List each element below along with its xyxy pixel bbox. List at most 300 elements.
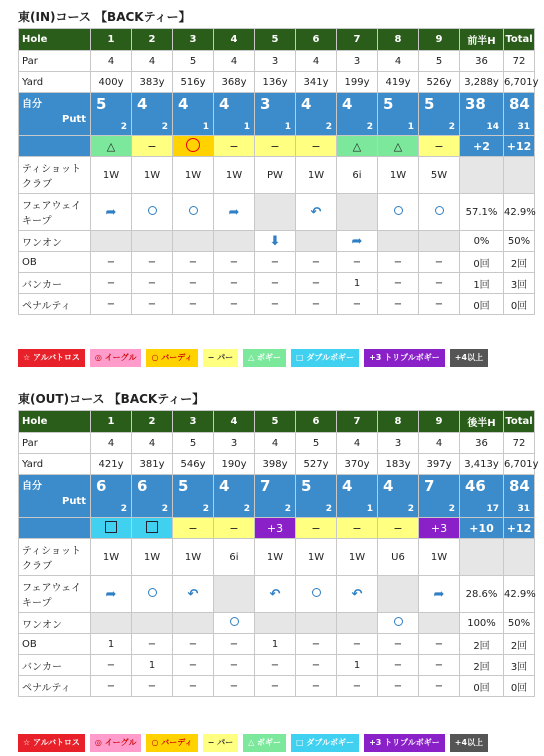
strokes: 7 xyxy=(424,477,435,495)
fw-cell xyxy=(214,194,255,231)
par-cell: 5 xyxy=(173,51,214,72)
row-label: ティショット クラブ xyxy=(19,539,91,576)
putts: 2 xyxy=(448,122,455,132)
strokes: 5 xyxy=(424,95,435,113)
bunker-cell: − xyxy=(255,273,296,294)
result-text: − xyxy=(147,139,157,153)
penalty-row xyxy=(19,676,535,697)
par-cell: 4 xyxy=(296,51,337,72)
result-text: +12 xyxy=(506,139,532,153)
ob-cell: − xyxy=(91,252,132,273)
yard-cell: 341y xyxy=(296,72,337,93)
legend-item: − パー xyxy=(203,349,239,367)
score-cell xyxy=(132,93,173,136)
arrow-left-icon: ↶ xyxy=(187,586,199,602)
gir-cell xyxy=(255,613,296,634)
result-text: +2 xyxy=(473,139,490,153)
strokes: 5 xyxy=(178,477,189,495)
result-text: − xyxy=(434,139,444,153)
score-label xyxy=(19,475,91,518)
gir-cell xyxy=(337,613,378,634)
par-cell: 5 xyxy=(173,433,214,454)
bunker-cell: − xyxy=(214,273,255,294)
tee-club-row xyxy=(19,157,535,194)
result-label xyxy=(19,136,91,157)
bunker-cell: − xyxy=(419,273,460,294)
course-title: 東(OUT)コース 【BACKティー】 xyxy=(18,392,205,406)
gir-cell xyxy=(132,231,173,252)
penalty-cell: 0回 xyxy=(460,676,504,697)
score-cell xyxy=(296,93,337,136)
par-cell: 4 xyxy=(91,51,132,72)
header-cell: 1 xyxy=(91,411,132,433)
header-cell: 5 xyxy=(255,411,296,433)
bunker-cell: − xyxy=(419,655,460,676)
header-cell: 8 xyxy=(378,29,419,51)
tee-club-cell xyxy=(504,157,535,194)
ob-cell: − xyxy=(296,252,337,273)
legend-item: ◎ イーグル xyxy=(90,349,142,367)
fw-cell xyxy=(91,194,132,231)
yard-cell: 526y xyxy=(419,72,460,93)
result-cell xyxy=(214,518,255,539)
yard-cell: 6,701y xyxy=(504,454,535,475)
fw-cell: 28.6% xyxy=(460,576,504,613)
result-text: +12 xyxy=(506,521,532,535)
par-cell: 36 xyxy=(460,433,504,454)
arrow-right-icon: ➦ xyxy=(433,586,445,602)
ob-cell: 2回 xyxy=(504,252,535,273)
putts: 2 xyxy=(202,504,209,514)
legend-item: +3 トリプルボギー xyxy=(364,734,445,752)
yard-cell: 419y xyxy=(378,72,419,93)
score-cell xyxy=(460,93,504,136)
header-cell: 4 xyxy=(214,411,255,433)
putts: 2 xyxy=(448,504,455,514)
out-course-section xyxy=(18,388,539,697)
strokes: 5 xyxy=(383,95,394,113)
penalty-cell: − xyxy=(337,294,378,315)
gir-cell xyxy=(255,231,296,252)
bunker-cell: 3回 xyxy=(504,273,535,294)
bunker-cell: − xyxy=(378,273,419,294)
result-cell xyxy=(504,136,535,157)
ob-cell: 2回 xyxy=(460,634,504,655)
fw-cell xyxy=(337,194,378,231)
legend-item: △ ボギー xyxy=(243,734,286,752)
bunker-cell: 1回 xyxy=(460,273,504,294)
yard-row xyxy=(19,72,535,93)
ob-cell: − xyxy=(173,252,214,273)
hole-header-row xyxy=(19,411,535,433)
bunker-cell: 3回 xyxy=(504,655,535,676)
putts: 2 xyxy=(325,504,332,514)
result-cell xyxy=(378,136,419,157)
tee-club-cell: 1W xyxy=(132,157,173,194)
fw-cell xyxy=(91,576,132,613)
bunker-cell: − xyxy=(296,655,337,676)
ob-cell: − xyxy=(296,634,337,655)
score-cell xyxy=(214,475,255,518)
row-label: フェアウェイ キープ xyxy=(19,576,91,613)
tee-club-cell: 1W xyxy=(255,539,296,576)
putts: 2 xyxy=(284,504,291,514)
bunker-cell: − xyxy=(132,273,173,294)
header-cell: Hole xyxy=(19,411,91,433)
result-cell xyxy=(337,136,378,157)
yard-cell: 368y xyxy=(214,72,255,93)
putt-label: Putt xyxy=(61,114,86,125)
strokes: 4 xyxy=(137,95,148,113)
par-cell: 4 xyxy=(337,433,378,454)
result-cell xyxy=(460,136,504,157)
result-row xyxy=(19,136,535,157)
tee-club-cell: 1W xyxy=(91,539,132,576)
strokes: 4 xyxy=(383,477,394,495)
fw-cell xyxy=(337,576,378,613)
result-cell xyxy=(132,136,173,157)
fairway-row xyxy=(19,576,535,613)
gir-cell: 50% xyxy=(504,613,535,634)
yard-cell: 370y xyxy=(337,454,378,475)
legend-item: +3 トリプルボギー xyxy=(364,349,445,367)
gir-cell: 100% xyxy=(460,613,504,634)
double-circle-icon xyxy=(148,588,157,597)
tee-club-cell: 6i xyxy=(337,157,378,194)
header-cell: 1 xyxy=(91,29,132,51)
legend-in xyxy=(18,349,488,367)
putts: 31 xyxy=(517,122,530,132)
double-circle-icon xyxy=(148,206,157,215)
result-cell xyxy=(296,518,337,539)
penalty-cell: − xyxy=(337,676,378,697)
par-cell: 72 xyxy=(504,51,535,72)
bunker-cell: − xyxy=(378,655,419,676)
strokes: 5 xyxy=(301,477,312,495)
penalty-cell: − xyxy=(173,294,214,315)
tee-club-row xyxy=(19,539,535,576)
putts: 2 xyxy=(407,504,414,514)
result-text: − xyxy=(311,139,321,153)
strokes: 84 xyxy=(509,95,530,113)
result-text: − xyxy=(188,521,198,535)
result-cell xyxy=(173,518,214,539)
score-row xyxy=(19,93,535,136)
result-cell xyxy=(91,136,132,157)
score-label xyxy=(19,93,91,136)
strokes: 4 xyxy=(301,95,312,113)
result-cell xyxy=(132,518,173,539)
par-cell: 3 xyxy=(255,51,296,72)
row-label: ティショット クラブ xyxy=(19,157,91,194)
yard-cell: 381y xyxy=(132,454,173,475)
result-text: − xyxy=(270,139,280,153)
header-cell: 4 xyxy=(214,29,255,51)
arrow-right-icon: ➦ xyxy=(228,204,240,220)
strokes: 4 xyxy=(219,95,230,113)
fw-cell: 42.9% xyxy=(504,576,535,613)
score-cell xyxy=(91,93,132,136)
legend-item: □ ダブルボギー xyxy=(291,734,359,752)
score-cell xyxy=(337,93,378,136)
putts: 14 xyxy=(486,122,499,132)
putts: 1 xyxy=(407,122,414,132)
ob-cell: − xyxy=(214,252,255,273)
par-cell: 3 xyxy=(378,433,419,454)
par-cell: 4 xyxy=(255,433,296,454)
penalty-cell: − xyxy=(91,294,132,315)
putts: 1 xyxy=(366,504,373,514)
result-text: +3 xyxy=(266,521,284,535)
penalty-cell: − xyxy=(132,676,173,697)
penalty-cell: − xyxy=(91,676,132,697)
result-label xyxy=(19,518,91,539)
putts: 1 xyxy=(284,122,291,132)
ob-cell: − xyxy=(214,634,255,655)
fw-cell xyxy=(296,194,337,231)
yard-cell: 190y xyxy=(214,454,255,475)
double-circle-icon xyxy=(312,588,321,597)
fw-cell xyxy=(214,576,255,613)
ob-cell: − xyxy=(337,634,378,655)
scorecard-table xyxy=(18,410,539,697)
result-cell xyxy=(255,518,296,539)
row-label: ワンオン xyxy=(19,613,91,634)
tee-club-cell: 1W xyxy=(214,157,255,194)
penalty-cell: 0回 xyxy=(460,294,504,315)
double-circle-icon xyxy=(189,206,198,215)
header-cell: 2 xyxy=(132,29,173,51)
putts: 2 xyxy=(366,122,373,132)
row-label: Yard xyxy=(19,72,91,93)
gir-cell xyxy=(419,613,460,634)
gir-cell xyxy=(378,231,419,252)
score-cell xyxy=(132,475,173,518)
row-label: OB xyxy=(19,252,91,273)
bunker-cell: 1 xyxy=(337,273,378,294)
strokes: 3 xyxy=(260,95,271,113)
result-text: − xyxy=(393,521,403,535)
result-row xyxy=(19,518,535,539)
putts: 17 xyxy=(486,504,499,514)
penalty-cell: − xyxy=(173,676,214,697)
arrow-right-icon: ➦ xyxy=(105,586,117,602)
result-text: − xyxy=(311,521,321,535)
result-text: △ xyxy=(352,139,362,153)
yard-cell: 516y xyxy=(173,72,214,93)
penalty-cell: − xyxy=(296,294,337,315)
ob-cell: 1 xyxy=(91,634,132,655)
gir-cell xyxy=(91,613,132,634)
par-cell: 4 xyxy=(132,51,173,72)
yard-cell: 136y xyxy=(255,72,296,93)
bunker-cell: − xyxy=(255,655,296,676)
fw-cell xyxy=(132,194,173,231)
row-label: ペナルティ xyxy=(19,294,91,315)
score-cell xyxy=(337,475,378,518)
par-cell: 4 xyxy=(419,433,460,454)
result-cell xyxy=(296,136,337,157)
par-row xyxy=(19,51,535,72)
result-cell xyxy=(419,518,460,539)
result-cell xyxy=(504,518,535,539)
score-cell xyxy=(378,93,419,136)
ob-row xyxy=(19,252,535,273)
par-cell: 5 xyxy=(296,433,337,454)
fw-cell: 42.9% xyxy=(504,194,535,231)
ob-cell: − xyxy=(173,634,214,655)
fw-cell xyxy=(132,576,173,613)
par-cell: 4 xyxy=(378,51,419,72)
legend-item: ☆ アルバトロス xyxy=(18,349,85,367)
header-cell: 8 xyxy=(378,411,419,433)
bunker-cell: 2回 xyxy=(460,655,504,676)
score-cell xyxy=(504,93,535,136)
row-label: フェアウェイ キープ xyxy=(19,194,91,231)
yard-cell: 383y xyxy=(132,72,173,93)
tee-club-cell xyxy=(460,539,504,576)
green-in-one-row xyxy=(19,231,535,252)
penalty-cell: − xyxy=(296,676,337,697)
penalty-cell: − xyxy=(214,676,255,697)
legend-item: △ ボギー xyxy=(243,349,286,367)
score-cell xyxy=(173,93,214,136)
result-text: − xyxy=(229,521,239,535)
tee-club-cell xyxy=(504,539,535,576)
score-cell xyxy=(214,93,255,136)
result-text: △ xyxy=(106,139,116,153)
result-cell xyxy=(419,136,460,157)
gir-cell xyxy=(214,231,255,252)
double-circle-icon xyxy=(435,206,444,215)
legend-item: □ ダブルボギー xyxy=(291,349,359,367)
penalty-cell: − xyxy=(132,294,173,315)
ob-cell: 1 xyxy=(255,634,296,655)
gir-cell: 0% xyxy=(460,231,504,252)
gir-cell xyxy=(419,231,460,252)
ob-cell: − xyxy=(378,252,419,273)
fw-cell: 57.1% xyxy=(460,194,504,231)
yard-cell: 527y xyxy=(296,454,337,475)
tee-club-cell: PW xyxy=(255,157,296,194)
yard-cell: 3,413y xyxy=(460,454,504,475)
result-text: +3 xyxy=(430,521,448,535)
putt-label: Putt xyxy=(61,496,86,507)
gir-cell xyxy=(214,613,255,634)
score-cell xyxy=(173,475,214,518)
par-row xyxy=(19,433,535,454)
in-course-section xyxy=(18,6,539,315)
gir-cell xyxy=(173,231,214,252)
header-cell: 5 xyxy=(255,29,296,51)
bunker-cell: − xyxy=(91,655,132,676)
yard-cell: 398y xyxy=(255,454,296,475)
score-cell xyxy=(419,475,460,518)
double-bogey-square-icon xyxy=(105,521,117,533)
yard-cell: 183y xyxy=(378,454,419,475)
penalty-cell: − xyxy=(255,676,296,697)
bunker-cell: − xyxy=(173,655,214,676)
row-label: Yard xyxy=(19,454,91,475)
legend-item: +4以上 xyxy=(450,734,488,752)
row-label: Par xyxy=(19,433,91,454)
yard-cell: 397y xyxy=(419,454,460,475)
strokes: 46 xyxy=(465,477,486,495)
result-cell xyxy=(460,518,504,539)
header-cell: 6 xyxy=(296,411,337,433)
ob-cell: − xyxy=(378,634,419,655)
gir-cell xyxy=(173,613,214,634)
gir-cell xyxy=(132,613,173,634)
putts: 2 xyxy=(325,122,332,132)
score-cell xyxy=(460,475,504,518)
header-cell: 9 xyxy=(419,411,460,433)
green-in-one-row xyxy=(19,613,535,634)
header-cell: Total xyxy=(504,29,535,51)
legend-item: +4以上 xyxy=(450,349,488,367)
penalty-cell: 0回 xyxy=(504,676,535,697)
header-cell: 3 xyxy=(173,411,214,433)
score-cell xyxy=(378,475,419,518)
penalty-cell: − xyxy=(378,294,419,315)
arrow-right-icon: ➦ xyxy=(351,233,363,249)
score-cell xyxy=(91,475,132,518)
strokes: 4 xyxy=(342,477,353,495)
tee-club-cell: 1W xyxy=(296,157,337,194)
header-cell: 3 xyxy=(173,29,214,51)
fw-cell xyxy=(255,576,296,613)
par-cell: 72 xyxy=(504,433,535,454)
self-label: 自分 xyxy=(22,99,42,110)
gir-cell xyxy=(337,231,378,252)
par-cell: 4 xyxy=(91,433,132,454)
row-label: ワンオン xyxy=(19,231,91,252)
legend-item: − パー xyxy=(203,734,239,752)
par-cell: 36 xyxy=(460,51,504,72)
arrow-down-icon: ⬇ xyxy=(269,233,281,249)
ob-row xyxy=(19,634,535,655)
penalty-cell: − xyxy=(255,294,296,315)
tee-club-cell: 5W xyxy=(419,157,460,194)
row-label: Par xyxy=(19,51,91,72)
putts: 2 xyxy=(120,504,127,514)
self-label: 自分 xyxy=(22,481,42,492)
row-label: バンカー xyxy=(19,655,91,676)
gir-cell xyxy=(296,231,337,252)
strokes: 4 xyxy=(342,95,353,113)
result-cell xyxy=(214,136,255,157)
double-bogey-square-icon xyxy=(146,521,158,533)
header-cell: Hole xyxy=(19,29,91,51)
strokes: 7 xyxy=(260,477,271,495)
putts: 1 xyxy=(202,122,209,132)
yard-cell: 400y xyxy=(91,72,132,93)
row-label: OB xyxy=(19,634,91,655)
tee-club-cell: 1W xyxy=(173,157,214,194)
ob-cell: − xyxy=(132,634,173,655)
yard-cell: 6,701y xyxy=(504,72,535,93)
strokes: 4 xyxy=(219,477,230,495)
legend-item: ◎ イーグル xyxy=(90,734,142,752)
tee-club-cell: 1W xyxy=(173,539,214,576)
result-cell xyxy=(255,136,296,157)
strokes: 84 xyxy=(509,477,530,495)
birdie-circle-icon xyxy=(186,138,200,152)
tee-club-cell xyxy=(460,157,504,194)
yard-cell: 421y xyxy=(91,454,132,475)
tee-club-cell: 1W xyxy=(419,539,460,576)
result-text: △ xyxy=(393,139,403,153)
